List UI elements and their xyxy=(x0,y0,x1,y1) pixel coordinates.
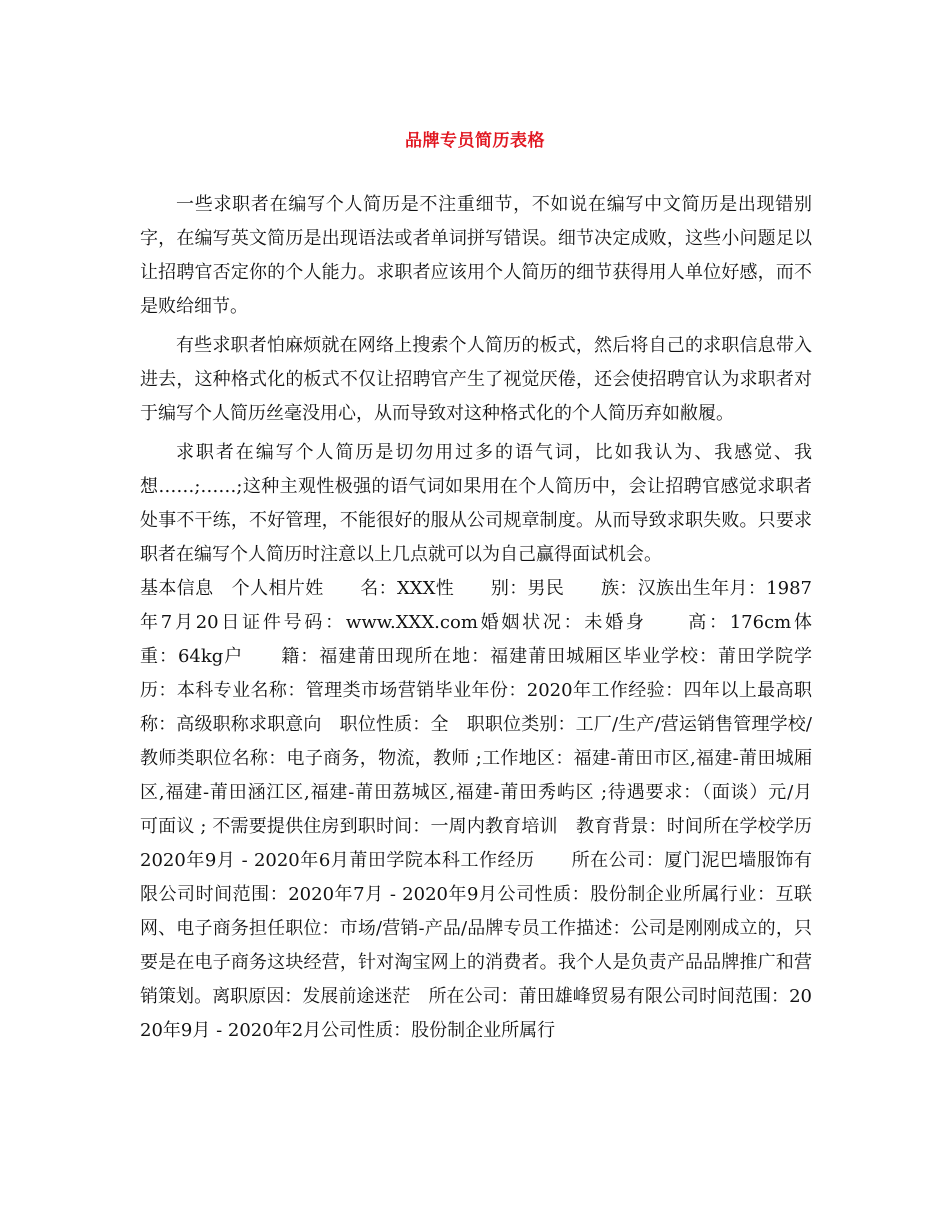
document-body xyxy=(140,188,848,1048)
intro-paragraph-2: 有些求职者怕麻烦就在网络上搜索个人简历的板式，然后将自己的求职信息带入进去，这种格式化的板式不仅让招聘官产生了视觉厌倦，还会使招聘官认为求职者对于编写个人简历丝毫没用心，从而导致对这种格式化的个人简历弃如敝履。 xyxy=(140,335,812,424)
intro-paragraph-3: 求职者在编写个人简历是切勿用过多的语气词，比如我认为、我感觉、我想……;……;这种主观性极强的语气词如果用在个人简历中，会让招聘官感觉求职者处事不干练，不好管理，不能很好的服从公司规章制度。从而导致求职失败。只要求职者在编写个人简历时注意以上几点就可以为自己赢得面试机会。 xyxy=(140,442,812,565)
intro-paragraph-1: 一些求职者在编写个人简历是不注重细节，不如说在编写中文简历是出现错别字，在编写英文简历是出现语法或者单词拼写错误。细节决定成败，这些小问题足以让招聘官否定你的个人能力。求职者应该用个人简历的细节获得用人单位好感，而不是败给细节。 xyxy=(140,194,812,317)
document-title: 品牌专员简历表格 xyxy=(405,131,545,151)
resume-details: 基本信息 个人相片姓 名：XXX性 别：男民 族：汉族出生年月：1987年7月20日证件号码：www.XXX.com婚姻状况：未婚身 高：176cm体 重：64kg户 籍：福建莆田现所在地：福建莆田城厢区毕业学校：莆田学院学历：本科专业名称：管理类市场营销毕业年份：2020年工作经验：四年以上最高职称：高级职称求职意向 职位性质：全 职职位类别：工厂/生产/营运销售管理学校/教师类职位名称：电子商务，物流，教师 ;工作地区：福建-莆田市区,福建-莆田城厢区,福建-莆田涵江区,福建-莆田荔城区,福建-莆田秀屿区 ;待遇要求：（面谈）元/月 可面议 ; 不需要提供住房到职时间：一周内教育培训 教育背景：时间所在学校学历2020年9月 - 2020年6月莆田学院本科工作经历 所在公司：厦门泥巴墙服饰有限公司时间范围：2020年7月 - 2020年9月公司性质：股份制企业所属行业：互联网、电子商务担任职位：市场/营销-产品/品牌专员工作描述：公司是刚刚成立的，只要是在电子商务这块经营，针对淘宝网上的消费者。我个人是负责产品品牌推广和营销策划。离职原因：发展前途迷茫 所在公司：莆田雄峰贸易有限公司时间范围：2020年9月 - 2020年2月公司性质：股份制企业所属行 xyxy=(140,578,848,1041)
